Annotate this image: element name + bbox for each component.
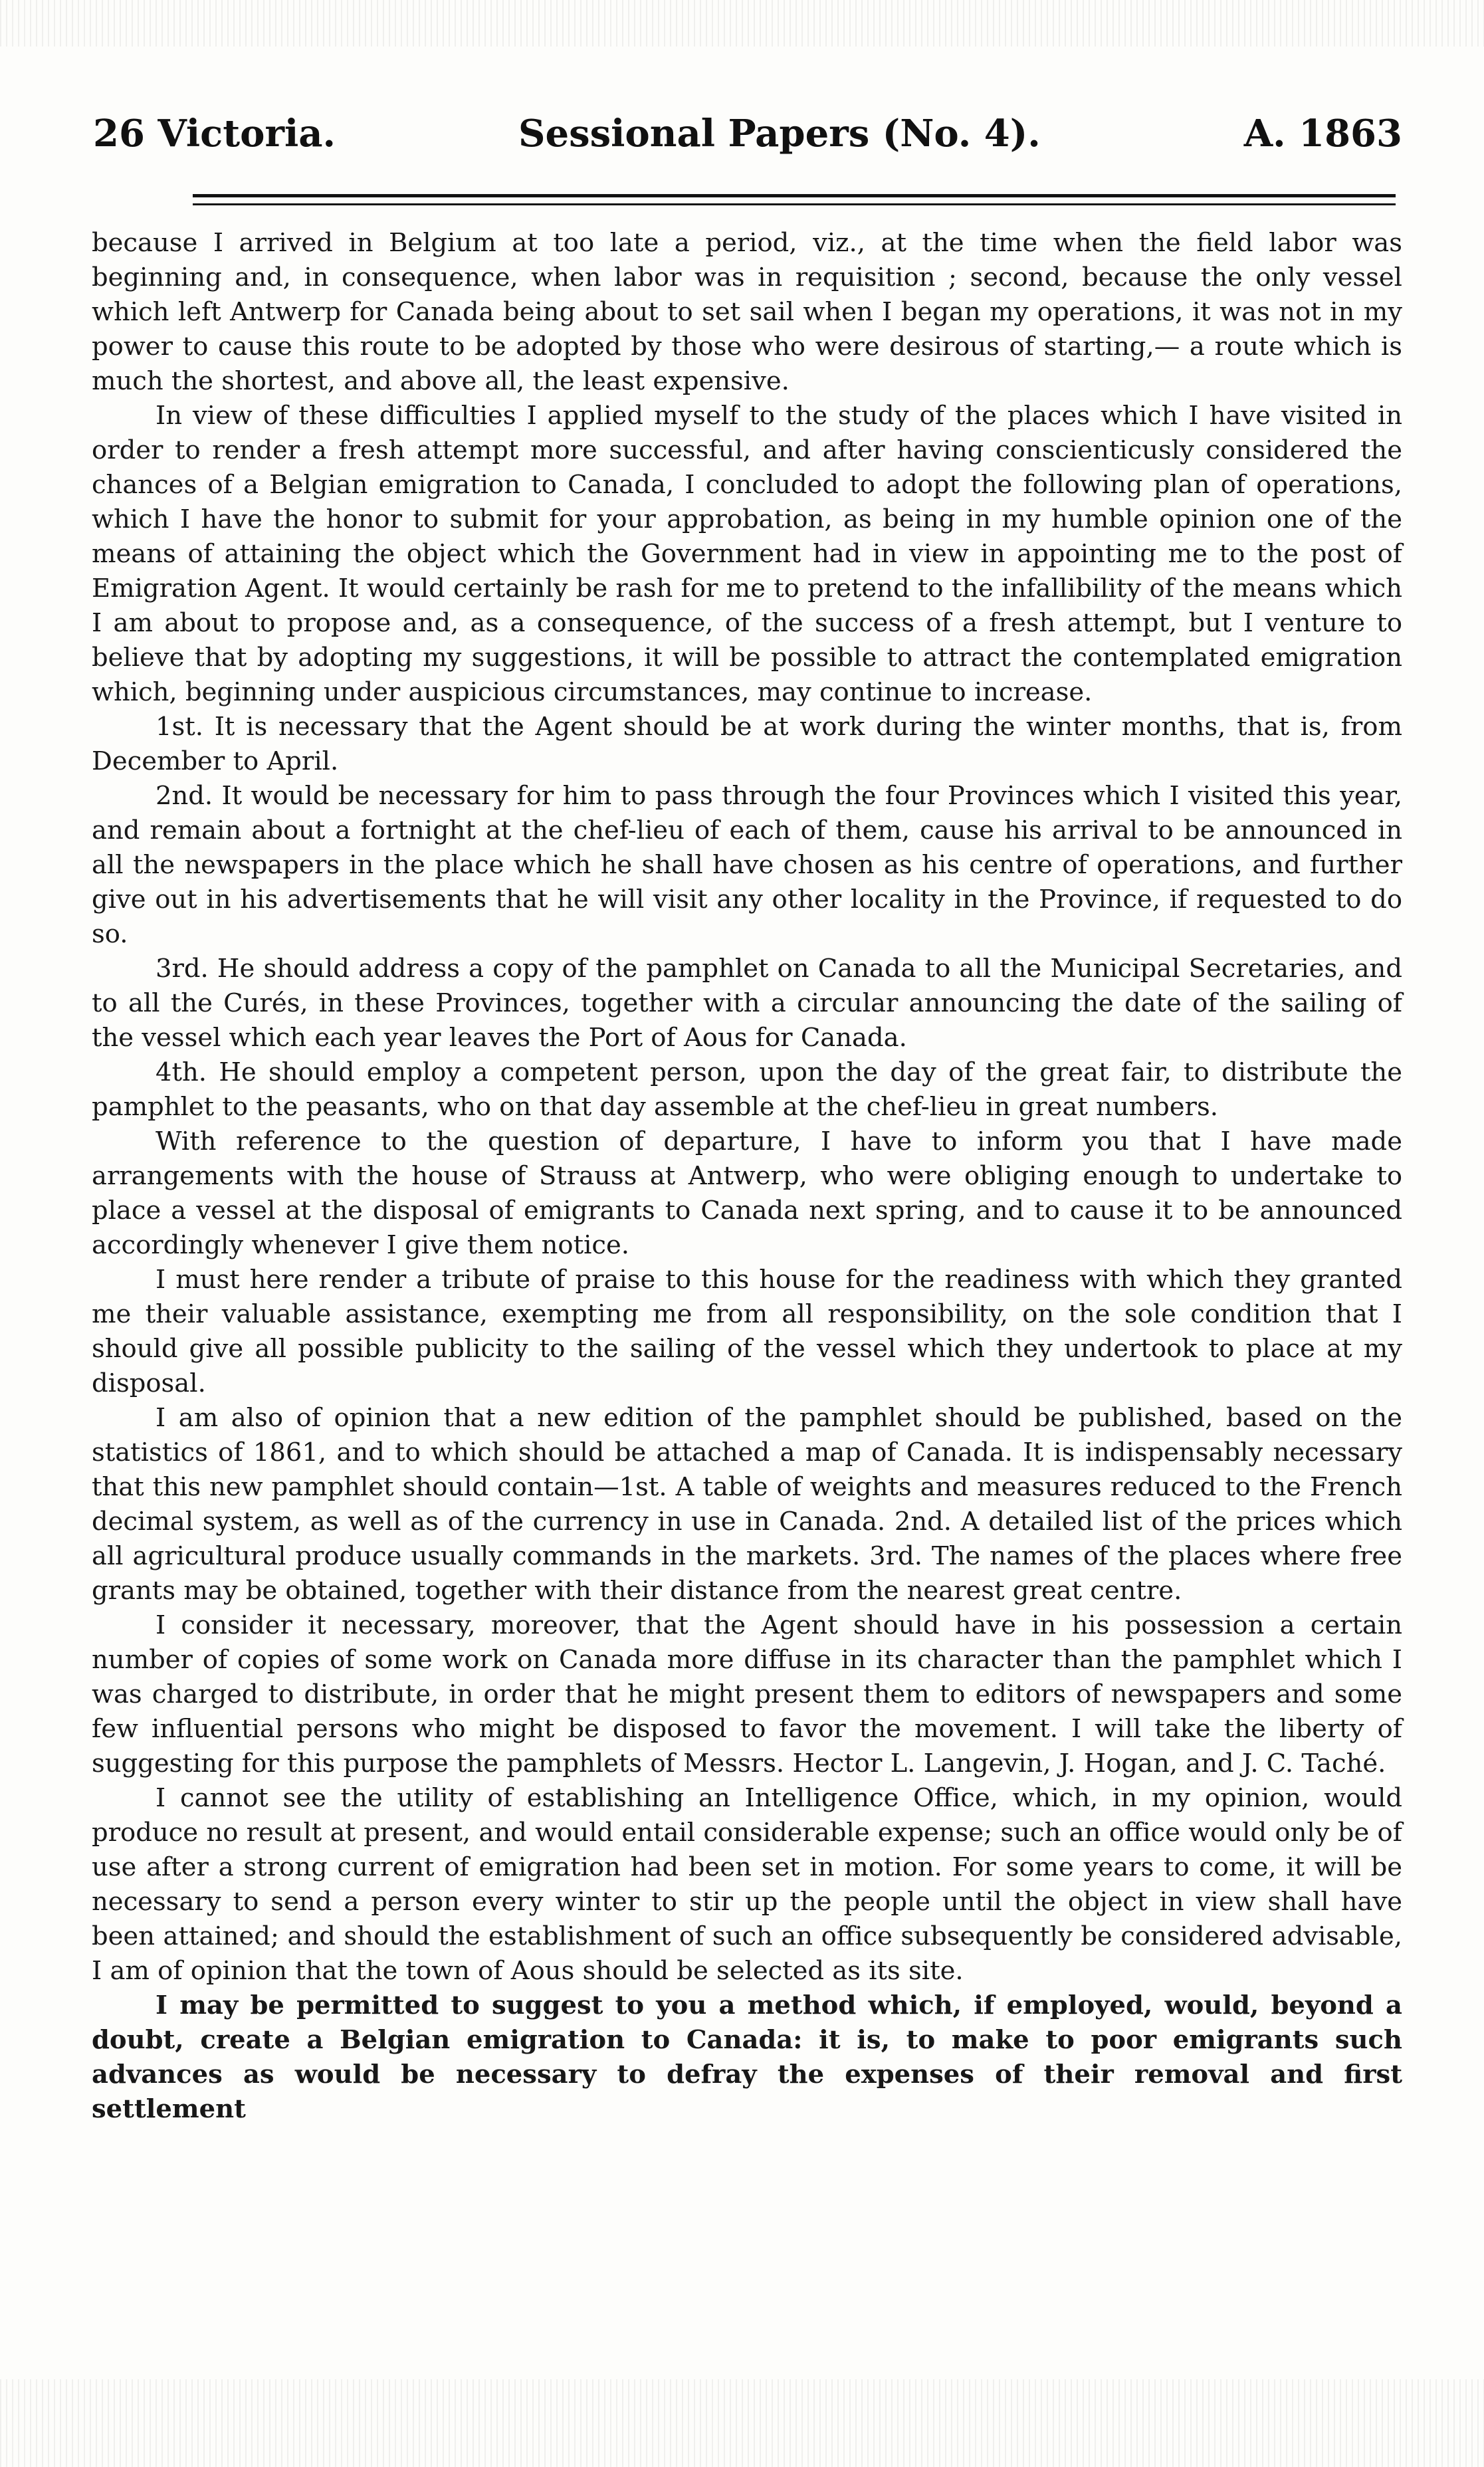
paragraph-method: I may be permitted to suggest to you a method which, if employed, would, beyond a doubt, create a Belgian emigration to Canada: it is, to make to poor emigrants such advances as would be necessary to defray the expenses of their removal and first settlement	[92, 1990, 1402, 2124]
header-year: A. 1863	[1243, 112, 1402, 156]
paragraph-continuation: because I arrived in Belgium at too late a period, viz., at the time when the field labor was beginning and, in consequence, when labor was in requisition ; second, because the only vessel which left Antwerp for Canada being about to set sail when I began my operations, it was not in my power to cause this route to be adopted by those who were desirous of starting,— a route which is much the shortest, and above all, the least expensive.	[92, 228, 1402, 396]
header-volume: 26 Victoria.	[93, 112, 336, 156]
header-double-rule	[193, 194, 1396, 211]
page-edge-texture-bottom	[0, 2379, 1484, 2467]
body-text	[92, 226, 1402, 2127]
paragraph-tribute: I must here render a tribute of praise to this house for the readiness with which they granted me their valuable assistance, exempting me from all responsibility, on the sole condition that I should give all possible publicity to the sailing of the vessel which they undertook to place at my disposal.	[92, 1265, 1402, 1398]
running-header	[93, 112, 1402, 165]
paragraph-departure: With reference to the question of departure, I have to inform you that I have made arrangements with the house of Strauss at Antwerp, who were obliging enough to undertake to place a vessel at the disposal of emigrants to Canada next spring, and to cause it to be announced accordingly whenever I give them notice.	[92, 1126, 1402, 1260]
paragraph-copies: I consider it necessary, moreover, that the Agent should have in his possession a certain number of copies of some work on Canada more diffuse in its character than the pamphlet which I was charged to distribute, in order that he might present them to editors of newspapers and some few influential persons who might be disposed to favor the movement. I will take the liberty of suggesting for this purpose the pamphlets of Messrs. Hector L. Langevin, J. Hogan, and J. C. Taché.	[92, 1610, 1402, 1778]
paragraph-plan-of-operations: In view of these difficulties I applied myself to the study of the places which I have visited in order to render a fresh attempt more successful, and after having conscienticusly considered the chances of a Belgian emigration to Canada, I concluded to adopt the following plan of operations, which I have the honor to submit for your approbation, as being in my humble opinion one of the means of attaining the object which the Government had in view in appointing me to the post of Emigration Agent. It would certainly be rash for me to pretend to the infallibility of the means which I am about to propose and, as a consequence, of the success of a fresh attempt, but I venture to believe that by adopting my suggestions, it will be possible to attract the contemplated emigration which, beginning under auspicious circumstances, may continue to increase.	[92, 401, 1402, 707]
header-title: Sessional Papers (No. 4).	[518, 112, 1041, 156]
paragraph-intelligence-office: I cannot see the utility of establishing an Intelligence Office, which, in my opinion, would produce no result at present, and would entail considerable expense; such an office would only be of use after a strong current of emigration had been set in motion. For some years to come, it will be necessary to send a person every winter to stir up the people until the object in view shall have been attained; and should the establishment of such an office subsequently be considered advisable, I am of opinion that the town of Aous should be selected as its site.	[92, 1783, 1402, 1986]
header-rule-thin	[193, 203, 1396, 205]
page-edge-texture-top	[0, 0, 1484, 47]
header-rule-thick	[193, 194, 1396, 197]
paragraph-point-2: 2nd. It would be necessary for him to pass through the four Provinces which I visited this year, and remain about a fortnight at the chef-lieu of each of them, cause his arrival to be announced in all the newspapers in the place which he shall have chosen as his centre of operations, and further give out in his advertisements that he will visit any other locality in the Province, if requested to do so.	[92, 781, 1402, 949]
paragraph-point-4: 4th. He should employ a competent person, upon the day of the great fair, to distribute the pamphlet to the peasants, who on that day assemble at the chef-lieu in great numbers.	[92, 1057, 1402, 1122]
paragraph-point-3: 3rd. He should address a copy of the pamphlet on Canada to all the Municipal Secretaries, and to all the Curés, in these Provinces, together with a circular announcing the date of the sailing of the vessel which each year leaves the Port of Aous for Canada.	[92, 954, 1402, 1053]
paragraph-new-edition: I am also of opinion that a new edition of the pamphlet should be published, based on the statistics of 1861, and to which should be attached a map of Canada. It is indispensably necessary that this new pamphlet should contain—1st. A table of weights and measures reduced to the French decimal system, as well as of the currency in use in Canada. 2nd. A detailed list of the prices which all agricultural produce usually commands in the markets. 3rd. The names of the places where free grants may be obtained, together with their distance from the nearest great centre.	[92, 1403, 1402, 1606]
paragraph-point-1: 1st. It is necessary that the Agent should be at work during the winter months, that is, from December to April.	[92, 712, 1402, 776]
